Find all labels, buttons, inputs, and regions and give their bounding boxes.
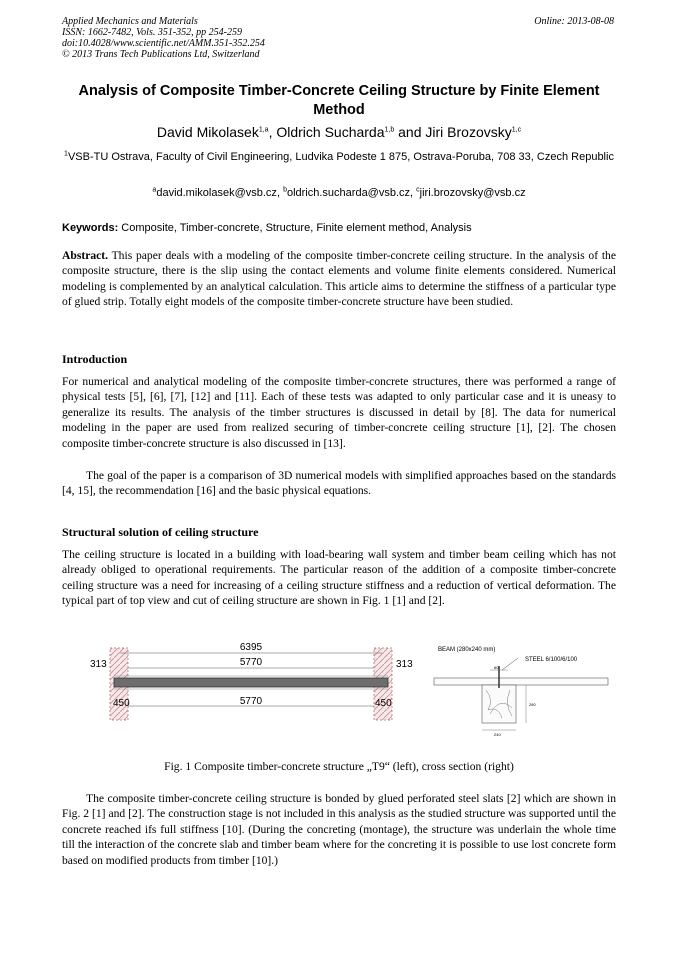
dim-label: 313 xyxy=(90,659,107,670)
structural-paragraph-2: The composite timber-concrete ceiling structure is bonded by glued perforated steel slats [2] which are shown in Fig. 2 [1] and [2]. The construction stage is not included in this analysis as the studied structure was supported until the concrete reached ifs full stiffness [10]. (During the concreting (montage), the structure was underlain the whole time till the interaction of the concrete slab and timber beam where for the concreting it is possible to use lost concrete form based on modified products from timber [10].) xyxy=(62,792,616,867)
steel-label: STEEL 6/100/6/100 xyxy=(525,657,578,663)
email-sup: b xyxy=(283,186,287,194)
dim-label: 5770 xyxy=(239,657,263,668)
section-heading-structural: Structural solution of ceiling structure xyxy=(62,525,259,539)
abstract xyxy=(62,248,616,310)
affiliation-text: VSB-TU Ostrava, Faculty of Civil Engineering, Ludvika Podeste 1 875, Ostrava-Poruba, 708 33, Czech Republic xyxy=(67,151,614,163)
author-list xyxy=(62,124,616,140)
dim-label: 280 xyxy=(529,702,536,707)
cross-section xyxy=(434,647,608,737)
author-sup: 1,b xyxy=(384,126,395,134)
affiliation xyxy=(62,150,616,165)
dim-label: 60 xyxy=(494,665,499,670)
doi-line: doi:10.4028/www.scientific.net/AMM.351-352.254 xyxy=(62,38,265,49)
author-name: Jiri Brozovsky xyxy=(425,124,512,140)
figure-caption: Fig. 1 Composite timber-concrete structure „T9“ (left), cross section (right) xyxy=(164,760,514,773)
copyright-line: © 2013 Trans Tech Publications Ltd, Switzerland xyxy=(62,49,260,60)
author-separator: and xyxy=(394,124,426,140)
section-heading-introduction: Introduction xyxy=(62,352,128,366)
email-list: $^a$david.mikolasek@vsb.cz, $^b$oldrich.sucharda@vsb.cz, $^c$jiri.brozovsky@vsb.cz xyxy=(152,186,526,199)
keywords-text: Composite, Timber-concrete, Structure, Finite element method, Analysis xyxy=(118,222,472,234)
abstract-text: This paper deals with a modeling of the composite timber-concrete ceiling structure. In the analysis of the composite structure, there is the slip using the contact elements and volume finite elements considered. Numerical modeling is complemented by an analytical calculation. This article aims to determine the stiffness of a particular type of glued strip. Totally eight models of the composite timber-concrete structure have been studied. xyxy=(62,249,616,309)
beam-shape xyxy=(114,678,388,687)
email-sup: a xyxy=(152,186,157,194)
keywords-label: Keywords: xyxy=(62,222,119,234)
dim-label: 6395 xyxy=(239,642,263,653)
structural-paragraph-1: The ceiling structure is located in a building with load-bearing wall system and timber beam ceiling which has not already obliged to operational requirements. The particular reason of the addition of a composite timber-concrete ceiling structure was a need for increasing of a ceiling structure stiffness and a reduction of vertical deformation. The typical part of top view and cut of ceiling structure are shown in Fig. 1 [1] and [2]. xyxy=(62,548,616,608)
abstract-label: Abstract. xyxy=(62,249,109,262)
author-name: David Mikolasek xyxy=(156,124,259,140)
leader-line xyxy=(502,658,518,670)
keywords xyxy=(62,222,616,234)
dim-label: 313 xyxy=(396,659,413,670)
dim-label: 450 xyxy=(113,698,130,709)
figure-1 xyxy=(90,640,610,744)
author-sup: 1,c xyxy=(511,126,522,134)
intro-paragraph-2: The goal of the paper is a comparison of 3D numerical models with simplified approaches based on the standards [4, 15], the recommendation [16] and the basic physical equations. xyxy=(62,469,616,498)
beam-label: BEAM (280x240 mm) xyxy=(438,647,496,653)
dim-label: 450 xyxy=(375,698,392,709)
email-link[interactable]: david.mikolasek@vsb.cz xyxy=(156,187,277,199)
email-sup: c xyxy=(416,186,420,194)
dim-label: 5770 xyxy=(239,696,263,707)
email-link[interactable]: jiri.brozovsky@vsb.cz xyxy=(419,187,526,199)
dim-label: 240 xyxy=(494,732,501,737)
journal-header xyxy=(62,16,265,60)
author-sup: 1,a xyxy=(258,126,269,134)
author-name: Oldrich Sucharda xyxy=(276,124,385,140)
email-link[interactable]: oldrich.sucharda@vsb.cz xyxy=(286,187,411,199)
concrete-slab xyxy=(434,678,608,685)
affiliation-sup: 1 xyxy=(64,150,68,158)
online-date: Online: 2013-08-08 xyxy=(534,16,614,27)
paper-title: Analysis of Composite Timber-Concrete Ceiling Structure by Finite Element Method xyxy=(78,83,600,118)
issn-line: ISSN: 1662-7482, Vols. 351-352, pp 254-259 xyxy=(62,27,242,38)
intro-paragraph-1: For numerical and analytical modeling of the composite timber-concrete structures, there was performed a range of physical tests [5], [6], [7], [12] and [11]. Each of these tests was adapted to only particular case and it is uneasy to generalize its results. The analysis of the timber structures is discussed in detail by [8]. The data for numerical modeling in the paper are used from realized securing of timber-concrete ceiling structure [1], [2]. The chosen composite timber-concrete structure is also discussed in [13]. xyxy=(62,375,616,450)
journal-name: Applied Mechanics and Materials xyxy=(62,16,198,27)
author-separator: , xyxy=(268,124,277,140)
